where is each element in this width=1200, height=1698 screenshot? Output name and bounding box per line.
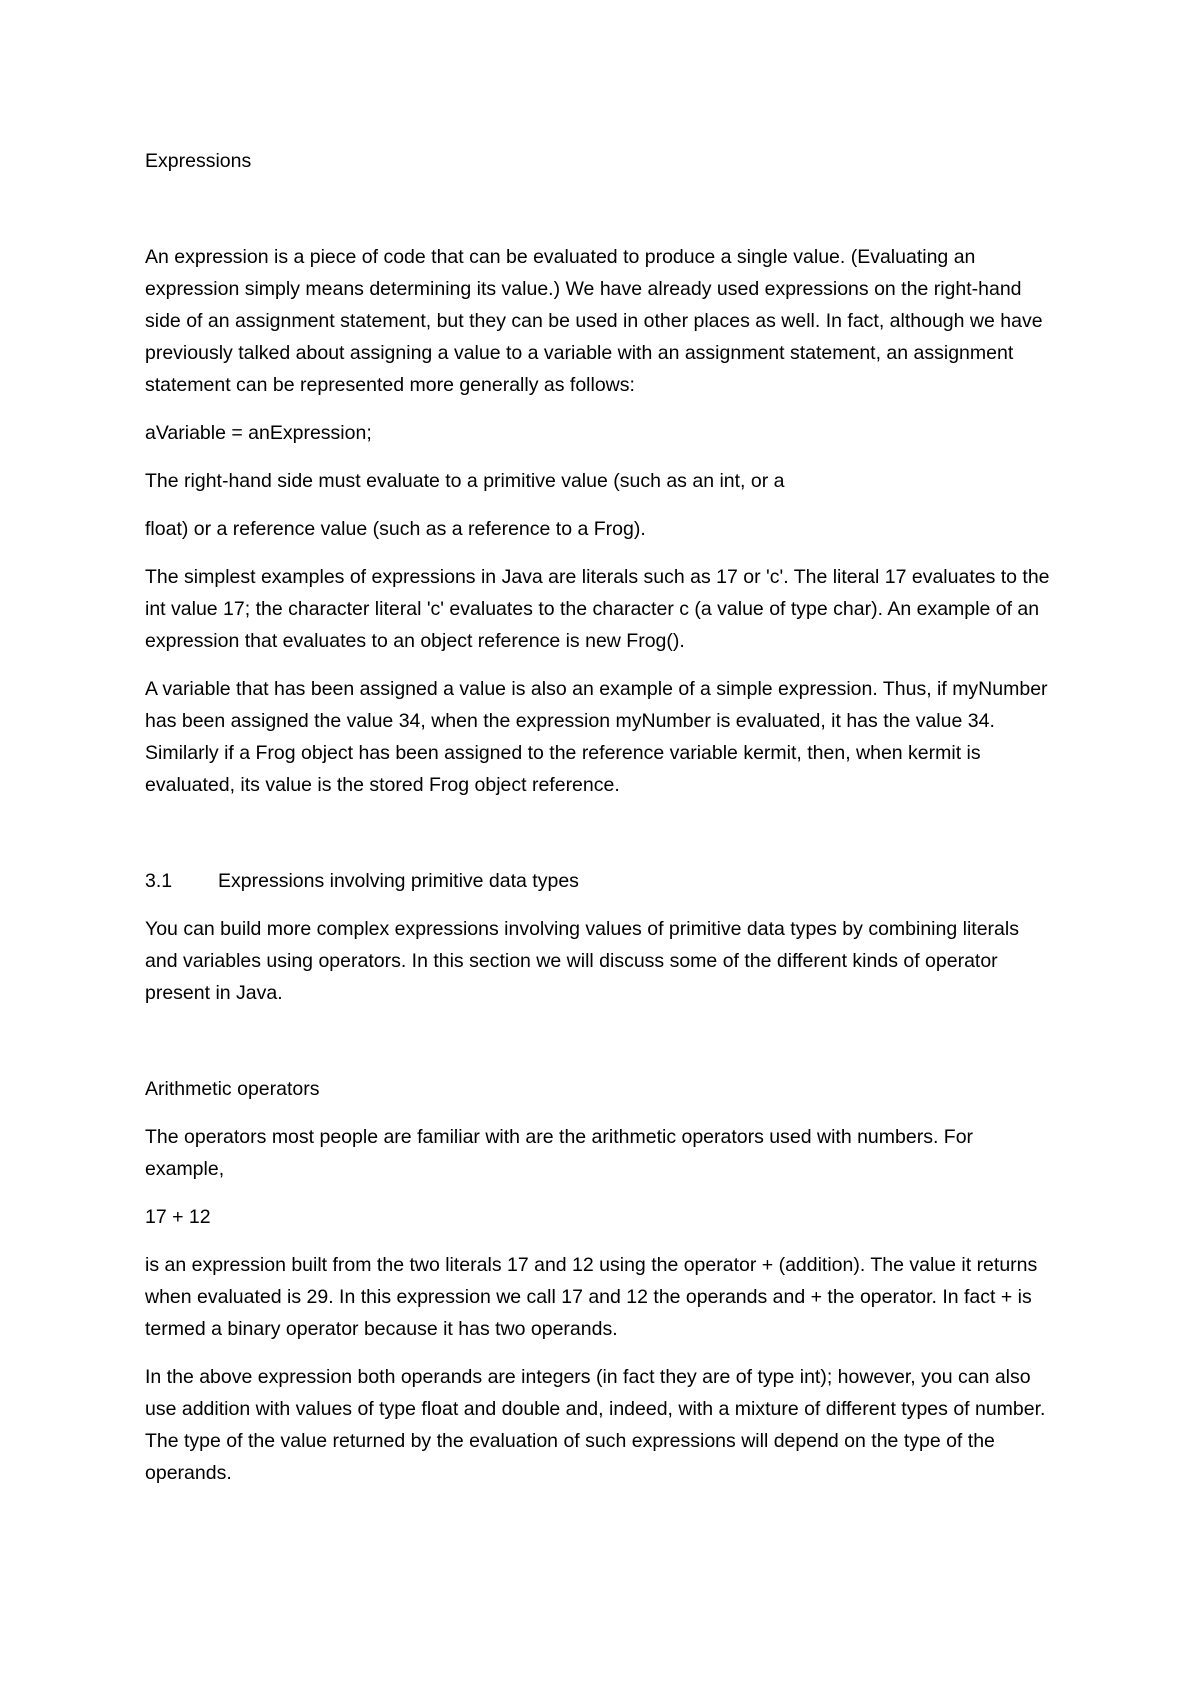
- intro-paragraph-1: An expression is a piece of code that can be evaluated to produce a single value. (Evaluating an expression simply means determining its value.) We have already used expressions on the right-hand side of an assignment statement, but they can be used in other places as well. In fact, although we have previously talked about assigning a value to a variable with an assignment statement, an assignment statement can be represented more generally as follows:: [145, 246, 1043, 396]
- assignment-code-line: aVariable = anExpression;: [145, 422, 372, 444]
- subsection-paragraph-3: In the above expression both operands are integers (in fact they are of type int); however, you can also use addition with values of type float and double and, indeed, with a mixture of different types of number. The type of the value returned by the evaluation of such expressions will depend on the type of the operands.: [145, 1366, 1046, 1484]
- section-heading: [145, 865, 1055, 897]
- section-number: 3.1: [145, 870, 173, 892]
- intro-paragraph-4: The simplest examples of expressions in Java are literals such as 17 or 'c'. The literal 17 evaluates to the int value 17; the character literal 'c' evaluates to the character c (a value of type char). An example of an expression that evaluates to an object reference is new Frog().: [145, 566, 1050, 652]
- intro-paragraph-3: float) or a reference value (such as a reference to a Frog).: [145, 518, 646, 540]
- document-body: [145, 145, 1055, 1489]
- subsection-paragraph-2: is an expression built from the two literals 17 and 12 using the operator + (addition). The value it returns when evaluated is 29. In this expression we call 17 and 12 the operands and + the operator. In fact + is termed a binary operator because it has two operands.: [145, 1254, 1038, 1340]
- intro-paragraph-2: The right-hand side must evaluate to a primitive value (such as an int, or a: [145, 470, 785, 492]
- intro-paragraph-5: A variable that has been assigned a value is also an example of a simple expression. Thus, if myNumber has been assigned the value 34, when the expression myNumber is evaluated, it has the value 34. Similarly if a Frog object has been assigned to the reference variable kermit, then, when kermit is evaluated, its value is the stored Frog object reference.: [145, 678, 1048, 796]
- subsection-title: Arithmetic operators: [145, 1078, 320, 1100]
- section-paragraph: You can build more complex expressions involving values of primitive data types by combining literals and variables using operators. In this section we will discuss some of the different kinds of operator present in Java.: [145, 918, 1019, 1004]
- document-title: Expressions: [145, 150, 252, 172]
- subsection-paragraph-1: The operators most people are familiar with are the arithmetic operators used with numbers. For example,: [145, 1126, 974, 1180]
- example-expression-line: 17 + 12: [145, 1206, 211, 1228]
- section-title: Expressions involving primitive data types: [218, 870, 579, 892]
